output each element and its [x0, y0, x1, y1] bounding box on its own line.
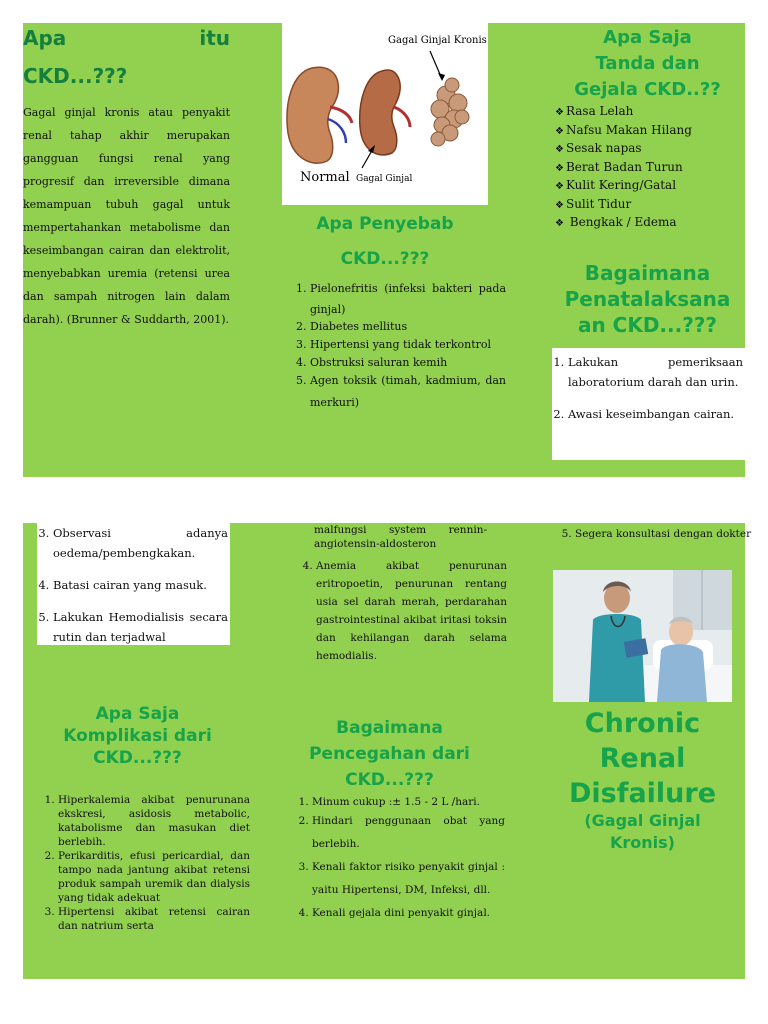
label-normal: Normal	[300, 170, 350, 185]
list-item: 4. Batasi cairan yang masuk.	[53, 575, 228, 595]
causes-heading: Apa Penyebab CKD...???	[316, 214, 454, 269]
brochure-subtitle: (Gagal Ginjal Kronis)	[584, 811, 701, 852]
diamond-bullet-icon: ❖	[555, 162, 564, 174]
symptoms-list	[555, 103, 745, 233]
list-item: ❖ Berat Badan Turun	[555, 159, 683, 174]
list-item: 5. Segera konsultasi dengan dokter	[575, 523, 760, 546]
treatment-box	[552, 348, 745, 460]
list-item: 2. Awasi keseimbangan cairan.	[568, 404, 743, 424]
list-item: ❖ Rasa Lelah	[555, 104, 634, 118]
list-item: 3. Hipertensi yang tidak terkontrol	[310, 334, 506, 356]
symptoms-heading: Apa Saja Tanda dan Gejala CKD..??	[574, 27, 721, 100]
list-item: ❖ Nafsu Makan Hilang	[555, 122, 692, 137]
causes-list	[290, 278, 506, 414]
complications-list	[38, 793, 250, 933]
nurse-patient-photo	[553, 570, 732, 702]
list-item: ❖ Bengkak / Edema	[555, 215, 677, 229]
list-item: 4. Kenali gejala dini penyakit ginjal.	[312, 902, 505, 925]
list-item: ❖ Sulit Tidur	[555, 196, 632, 211]
complications-cont-text: malfungsi system rennin-angiotensin-aldosteron	[314, 524, 487, 550]
treatment-cont-box	[37, 523, 230, 645]
diamond-bullet-icon: ❖	[555, 199, 564, 211]
list-item: 1. Pielonefritis (infeksi bakteri pada ginjal)	[310, 278, 506, 320]
ckd-definition: Gagal ginjal kronis atau penyakit renal tahap akhir merupakan gangguan fungsi renal yang progresif dan irreversible dimana kemampuan tubuh gagal untuk mempertahankan metabolisme dan keseimbangan cairan dan elektrolit, menyebabkan uremia (retensi urea dan sampah nitrogen lain dalam darah). (Brunner & Suddarth, 2001).	[23, 106, 230, 326]
list-item: 5. Agen toksik (timah, kadmium, dan merkuri)	[310, 370, 506, 414]
list-item: 3. Observasi adanya oedema/pembengkakan.	[53, 523, 228, 563]
page1-col1	[23, 23, 230, 331]
list-item: 1. Lakukan pemeriksaan laboratorium darah dan urin.	[568, 352, 743, 392]
list-item: 3. Kenali faktor risiko penyakit ginjal : yaitu Hipertensi, DM, Infeksi, dll.	[312, 856, 505, 902]
kidney-illustration	[282, 23, 488, 205]
complications-heading: Apa Saja Komplikasi dari CKD...???	[63, 704, 212, 768]
list-item: 2. Perikarditis, efusi pericardial, dan tampo nada jantung akibat retensi produk sampah uremik dan dialysis yang tidak adekuat	[58, 849, 250, 905]
list-item: 2. Diabetes mellitus	[310, 320, 506, 334]
list-item: ❖ Sesak napas	[555, 141, 642, 155]
list-item: 3. Hipertensi akibat retensi cairan dan natrium serta	[58, 905, 250, 933]
list-item: 2. Hindari penggunaan obat yang berlebih.	[312, 810, 505, 856]
list-item: 5. Lakukan Hemodialisis secara rutin dan terjadwal	[53, 607, 228, 647]
treatment-heading: Bagaimana Penatalaksana an CKD...???	[564, 261, 731, 337]
diamond-bullet-icon: ❖	[555, 125, 564, 137]
label-gagal-ginjal-kronis: Gagal Ginjal Kronis	[388, 35, 487, 46]
list-item: 4. Obstruksi saluran kemih	[310, 356, 506, 370]
brochure-title: Chronic Renal Disfailure	[568, 708, 717, 809]
diamond-bullet-icon: ❖	[555, 181, 564, 192]
list-item: 1. Hiperkalemia akibat penurunana ekskresi, asidosis metabolic, katabolisme dan masukan diet berlebih.	[58, 793, 250, 849]
diamond-bullet-icon: ❖	[555, 144, 564, 155]
prevention-heading: Bagaimana Pencegahan dari CKD...???	[309, 718, 470, 790]
complications-cont-list	[296, 557, 507, 665]
diamond-bullet-icon: ❖	[555, 218, 564, 229]
list-item: 4. Anemia akibat penurunan eritropoetin, penurunan rentang usia sel darah merah, perdarahan gastrointestinal akibat iritasi toksin dan kehilangan darah selama hemodialis.	[316, 557, 507, 665]
prevention-list	[292, 795, 505, 925]
what-is-ckd-heading: Apa itu CKD...???	[23, 26, 230, 88]
diamond-bullet-icon: ❖	[555, 107, 564, 118]
list-item: ❖ Kulit Kering/Gatal	[555, 178, 677, 192]
treatment-cont-list-2	[555, 523, 760, 546]
list-item: 1. Minum cukup :± 1.5 - 2 L /hari.	[312, 795, 505, 810]
label-gagal-ginjal: Gagal Ginjal	[356, 174, 413, 184]
